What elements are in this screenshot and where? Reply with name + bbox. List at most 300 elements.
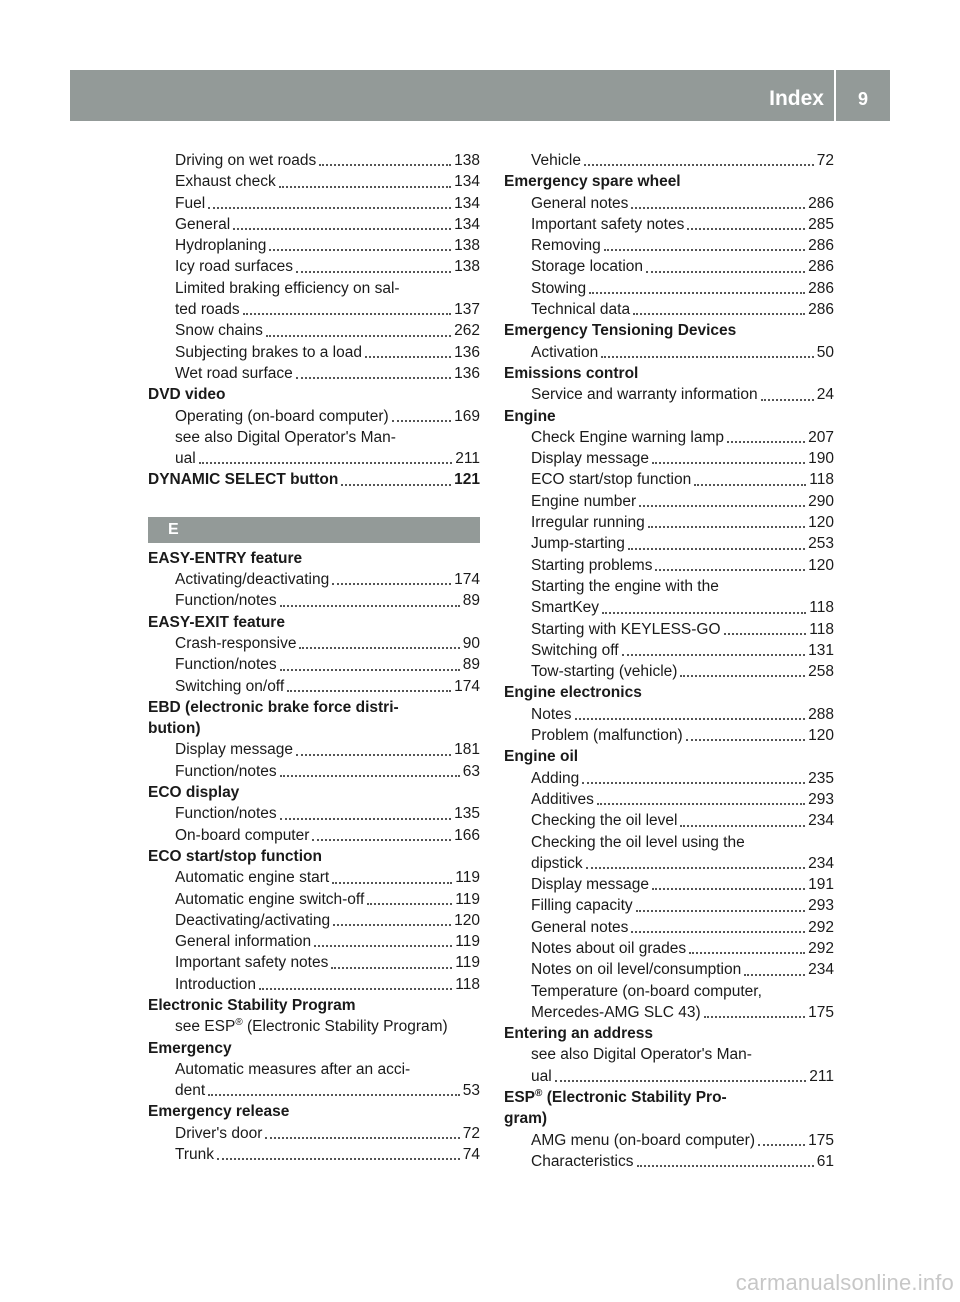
- entry-text: Additives: [531, 790, 594, 808]
- entry-text: General information: [175, 933, 312, 951]
- page-ref: 63: [462, 762, 480, 780]
- page-ref: 50: [816, 343, 834, 361]
- index-entry: [504, 938, 834, 959]
- page-ref: 175: [808, 1131, 834, 1149]
- index-entry: [148, 910, 480, 931]
- index-entry: [504, 235, 834, 256]
- leader-dots: [555, 1080, 807, 1082]
- index-heading: [148, 995, 480, 1016]
- index-entry: [148, 214, 480, 235]
- entry-text: Checking the oil level using the: [531, 833, 745, 851]
- index-entry: [148, 889, 480, 910]
- leader-dots: [280, 669, 460, 671]
- index-entry: [504, 512, 834, 533]
- leader-dots: [636, 910, 805, 912]
- entry-text: Wet road surface: [175, 364, 293, 382]
- index-entry: [148, 633, 480, 654]
- entry-text: Automatic engine start: [175, 869, 330, 887]
- index-heading: [148, 718, 480, 739]
- leader-dots: [652, 888, 805, 890]
- page-ref: 72: [462, 1124, 480, 1142]
- entry-text: Stowing: [531, 279, 587, 297]
- entry-text: SmartKey: [531, 599, 600, 617]
- page-ref: 288: [808, 705, 834, 723]
- leader-dots: [332, 583, 451, 585]
- index-heading: [148, 548, 480, 569]
- page-ref: 134: [454, 173, 480, 191]
- page-ref: 138: [454, 237, 480, 255]
- page-ref: 118: [809, 620, 834, 638]
- page-ref: 53: [462, 1082, 480, 1100]
- page-ref: 169: [454, 407, 480, 425]
- page-ref: 234: [808, 961, 834, 979]
- entry-text: ECO start/stop function: [531, 471, 692, 489]
- entry-text: ESP® (Electronic Stability Pro-: [504, 1088, 727, 1107]
- entry-text: ECO display: [148, 784, 240, 802]
- page-ref: 120: [808, 514, 834, 532]
- entry-text: Icy road surfaces: [175, 258, 294, 276]
- entry-text: ted roads: [175, 301, 240, 319]
- page-ref: 134: [454, 215, 480, 233]
- leader-dots: [622, 654, 806, 656]
- page-ref: 211: [809, 1067, 834, 1085]
- leader-dots: [279, 186, 451, 188]
- index-entry: [504, 640, 834, 661]
- page-ref: 120: [808, 556, 834, 574]
- page-ref: 190: [808, 450, 834, 468]
- entry-text: Driving on wet roads: [175, 152, 317, 169]
- index-heading: [148, 384, 480, 405]
- entry-text: Exhaust check: [175, 173, 276, 191]
- index-entry: [504, 832, 834, 853]
- index-column-left: [148, 150, 480, 1165]
- index-heading: [504, 746, 834, 767]
- leader-dots: [575, 718, 806, 720]
- page-ref: 292: [808, 918, 834, 936]
- entry-text: Filling capacity: [531, 897, 633, 915]
- page-ref: 253: [808, 535, 834, 553]
- page-ref: 234: [808, 812, 834, 830]
- leader-dots: [199, 462, 453, 464]
- entry-text: Limited braking efficiency on sal-: [175, 279, 400, 297]
- entry-text: EASY-EXIT feature: [148, 613, 285, 631]
- leader-dots: [319, 164, 451, 166]
- page-ref: 262: [454, 322, 480, 340]
- entry-text: Electronic Stability Program: [148, 996, 356, 1014]
- index-entry: [504, 1044, 834, 1065]
- leader-dots: [280, 775, 460, 777]
- index-entry: [148, 1144, 480, 1165]
- leader-dots: [332, 882, 452, 884]
- index-heading: [504, 363, 834, 384]
- index-entry: [504, 725, 834, 746]
- leader-dots: [704, 1016, 805, 1018]
- index-heading: [148, 612, 480, 633]
- entry-text: Irregular running: [531, 514, 645, 532]
- leader-dots: [392, 420, 451, 422]
- leader-dots: [243, 313, 451, 315]
- entry-text: Check Engine warning lamp: [531, 428, 724, 446]
- page-ref: 286: [808, 279, 834, 297]
- leader-dots: [269, 249, 451, 251]
- entry-text: EASY-ENTRY feature: [148, 549, 303, 567]
- leader-dots: [601, 356, 814, 358]
- index-entry: [148, 1059, 480, 1080]
- page-ref: 119: [455, 933, 480, 951]
- index-entry: [148, 825, 480, 846]
- page-ref: 166: [454, 826, 480, 844]
- entry-text: Trunk: [175, 1146, 215, 1164]
- entry-text: Problem (malfunction): [531, 727, 683, 745]
- entry-text: Starting with KEYLESS-GO: [531, 620, 721, 638]
- leader-dots: [648, 526, 805, 528]
- entry-text: AMG menu (on-board computer): [531, 1131, 755, 1149]
- index-entry: [504, 1002, 834, 1023]
- index-entry: [148, 761, 480, 782]
- page-ref: 174: [454, 571, 480, 589]
- entry-text: Notes: [531, 705, 572, 723]
- page-ref: 118: [809, 599, 834, 617]
- index-entry: [504, 619, 834, 640]
- leader-dots: [604, 249, 805, 251]
- page-ref: 135: [454, 805, 480, 823]
- leader-dots: [280, 818, 451, 820]
- page-ref: 90: [462, 634, 480, 652]
- entry-text: Emergency spare wheel: [504, 173, 681, 191]
- leader-dots: [680, 825, 805, 827]
- header-title: Index: [769, 87, 824, 110]
- entry-text: Adding: [531, 769, 580, 787]
- entry-text: Characteristics: [531, 1152, 634, 1170]
- leader-dots: [312, 839, 451, 841]
- index-entry: [504, 704, 834, 725]
- page-ref: 290: [808, 492, 834, 510]
- index-entry: [504, 874, 834, 895]
- entry-text: Starting the engine with the: [531, 577, 719, 595]
- index-entry: [504, 555, 834, 576]
- leader-dots: [208, 1094, 460, 1096]
- leader-dots: [296, 754, 451, 756]
- entry-text: see also Digital Operator's Man-: [175, 428, 396, 446]
- index-column-right: [504, 150, 834, 1172]
- leader-dots: [631, 207, 805, 209]
- watermark: carmanualsonline.info: [735, 1270, 954, 1295]
- entry-text: Operating (on-board computer): [175, 407, 389, 425]
- leader-dots: [296, 377, 451, 379]
- index-heading: [148, 697, 480, 718]
- leader-dots: [331, 967, 452, 969]
- page-number: 9: [857, 89, 868, 109]
- index-entry: [504, 1130, 834, 1151]
- index-entry: [504, 299, 834, 320]
- page-ref: 138: [454, 152, 480, 169]
- page-ref: 120: [808, 727, 834, 745]
- entry-text: Snow chains: [175, 322, 263, 340]
- entry-text: Service and warranty information: [531, 386, 758, 404]
- index-entry: [148, 363, 480, 384]
- entry-text: Storage location: [531, 258, 644, 276]
- entry-text: ECO start/stop function: [148, 847, 322, 865]
- index-entry: [504, 789, 834, 810]
- index-entry: [504, 278, 834, 299]
- leader-dots: [582, 782, 805, 784]
- entry-text: Vehicle: [531, 152, 581, 169]
- index-entry: [504, 491, 834, 512]
- index-heading: [504, 406, 834, 427]
- index-entry: [148, 952, 480, 973]
- leader-dots: [299, 647, 459, 649]
- entry-text: bution): [148, 720, 201, 738]
- index-entry: [148, 1016, 480, 1037]
- leader-dots: [217, 1158, 460, 1160]
- index-entry: [504, 448, 834, 469]
- page-ref: 293: [808, 897, 834, 915]
- leader-dots: [280, 605, 460, 607]
- index-list-right: [504, 150, 834, 1172]
- index-entry: [504, 597, 834, 618]
- entry-text: Activating/deactivating: [175, 571, 330, 589]
- index-entry: [148, 235, 480, 256]
- page-ref: 119: [455, 890, 480, 908]
- leader-dots: [727, 441, 805, 443]
- page-ref: 120: [454, 911, 480, 929]
- page-ref: 286: [808, 258, 834, 276]
- index-entry: [148, 1080, 480, 1101]
- page-ref: 174: [454, 677, 480, 695]
- section-gap: [148, 491, 480, 517]
- leader-dots: [296, 271, 451, 273]
- page-ref: 24: [816, 386, 834, 404]
- entry-text: General: [175, 215, 231, 233]
- index-entry: [504, 576, 834, 597]
- index-heading: [504, 1108, 834, 1129]
- entry-text: DVD video: [148, 386, 226, 404]
- index-list-left-bottom: [148, 548, 480, 1166]
- leader-dots: [744, 974, 805, 976]
- index-list-left-top: [148, 150, 480, 491]
- page-ref: 286: [808, 301, 834, 319]
- leader-dots: [680, 675, 805, 677]
- leader-dots: [367, 903, 452, 905]
- index-heading: [504, 1023, 834, 1044]
- leader-dots: [259, 988, 452, 990]
- page-ref: 119: [455, 869, 480, 887]
- page-ref: 181: [454, 741, 480, 759]
- index-entry: [148, 278, 480, 299]
- page-ref: 285: [808, 215, 834, 233]
- page-ref: 191: [808, 876, 834, 894]
- entry-text: ual: [175, 450, 196, 468]
- entry-text: On-board computer: [175, 826, 310, 844]
- registered-mark: ®: [535, 1088, 543, 1100]
- entry-text: EBD (electronic brake force distri-: [148, 698, 399, 716]
- index-entry: [148, 448, 480, 469]
- entry-text: Display message: [531, 876, 650, 894]
- index-entry: [148, 931, 480, 952]
- page-ref: 136: [454, 364, 480, 382]
- leader-dots: [639, 505, 805, 507]
- entry-text: dipstick: [531, 854, 583, 872]
- index-entry: [148, 299, 480, 320]
- leader-dots: [758, 1144, 805, 1146]
- entry-text: Notes on oil level/consumption: [531, 961, 742, 979]
- leader-dots: [597, 803, 805, 805]
- index-entry: [148, 654, 480, 675]
- leader-dots: [584, 164, 814, 166]
- entry-text: dent: [175, 1082, 206, 1100]
- leader-dots: [652, 462, 805, 464]
- index-entry: [148, 803, 480, 824]
- leader-dots: [694, 484, 806, 486]
- page-ref: 293: [808, 790, 834, 808]
- index-entry: [148, 739, 480, 760]
- index-entry: [148, 427, 480, 448]
- page-ref: 118: [455, 975, 480, 993]
- entry-text: Emergency: [148, 1039, 232, 1057]
- index-entry: [148, 256, 480, 277]
- index-entry: [148, 320, 480, 341]
- leader-dots: [233, 228, 451, 230]
- entry-text: gram): [504, 1110, 548, 1128]
- index-heading: [148, 846, 480, 867]
- leader-dots: [724, 633, 807, 635]
- entry-text: Switching on/off: [175, 677, 285, 695]
- index-entry: [504, 150, 834, 171]
- index-entry: [504, 193, 834, 214]
- entry-text: Fuel: [175, 194, 206, 212]
- section-header-e: E: [148, 517, 480, 543]
- header-divider: [834, 70, 836, 121]
- leader-dots: [341, 484, 451, 486]
- page-ref: 134: [454, 194, 480, 212]
- leader-dots: [689, 952, 805, 954]
- index-heading: [504, 320, 834, 341]
- leader-dots: [287, 690, 451, 692]
- entry-text: Deactivating/activating: [175, 911, 331, 929]
- page-ref: 175: [808, 1003, 834, 1021]
- leader-dots: [586, 867, 805, 869]
- leader-dots: [589, 292, 805, 294]
- index-entry: [148, 171, 480, 192]
- entry-text: see ESP® (Electronic Stability Program): [175, 1017, 448, 1036]
- index-entry: [504, 917, 834, 938]
- page-ref: 136: [454, 343, 480, 361]
- index-entry: [148, 867, 480, 888]
- index-heading: [148, 782, 480, 803]
- leader-dots: [761, 399, 814, 401]
- entry-text: Automatic engine switch-off: [175, 890, 365, 908]
- leader-dots: [602, 612, 806, 614]
- leader-dots: [266, 335, 451, 337]
- leader-dots: [646, 271, 805, 273]
- leader-dots: [628, 548, 805, 550]
- index-entry: [504, 810, 834, 831]
- page-ref: 119: [455, 954, 480, 972]
- entry-text: Removing: [531, 237, 601, 255]
- page-ref: 74: [462, 1146, 480, 1164]
- index-entry: [504, 853, 834, 874]
- entry-text: Function/notes: [175, 592, 277, 610]
- entry-text: Engine number: [531, 492, 637, 510]
- index-heading: [148, 1038, 480, 1059]
- entry-text: Important safety notes: [175, 954, 329, 972]
- page-ref: 89: [462, 592, 480, 610]
- entry-text: Tow-starting (vehicle): [531, 663, 678, 681]
- index-entry: [504, 384, 834, 405]
- leader-dots: [314, 945, 452, 947]
- index-heading: [504, 171, 834, 192]
- entry-text: Starting problems: [531, 556, 653, 574]
- leader-dots: [265, 1137, 459, 1139]
- entry-text: Temperature (on-board computer,: [531, 982, 762, 1000]
- entry-text: Display message: [531, 450, 650, 468]
- page-ref: 292: [808, 939, 834, 957]
- index-entry: [504, 342, 834, 363]
- index-heading: [148, 1101, 480, 1122]
- entry-text: Function/notes: [175, 656, 277, 674]
- entry-text: Technical data: [531, 301, 631, 319]
- page-ref: 286: [808, 237, 834, 255]
- page-ref: 137: [454, 301, 480, 319]
- index-entry: [504, 959, 834, 980]
- entry-text: Jump-starting: [531, 535, 625, 553]
- leader-dots: [655, 569, 805, 571]
- index-entry: [148, 193, 480, 214]
- index-entry: [504, 661, 834, 682]
- entry-text: Emergency release: [148, 1103, 290, 1121]
- page-ref: 131: [808, 641, 834, 659]
- leader-dots: [633, 313, 805, 315]
- index-entry: [148, 590, 480, 611]
- page-ref: 234: [808, 854, 834, 872]
- entry-text: Switching off: [531, 641, 619, 659]
- entry-text: Driver's door: [175, 1124, 263, 1142]
- entry-text: Engine oil: [504, 748, 579, 766]
- index-entry: [504, 256, 834, 277]
- index-entry: [148, 342, 480, 363]
- index-entry: [504, 768, 834, 789]
- leader-dots: [365, 356, 451, 358]
- index-entry: [504, 427, 834, 448]
- entry-text: DYNAMIC SELECT button: [148, 471, 339, 489]
- entry-text: Function/notes: [175, 762, 277, 780]
- entry-text: Crash-responsive: [175, 634, 297, 652]
- page-ref: 72: [816, 152, 834, 169]
- page-ref: 235: [808, 769, 834, 787]
- entry-text: Checking the oil level: [531, 812, 678, 830]
- index-entry: [504, 895, 834, 916]
- entry-text: Introduction: [175, 975, 256, 993]
- index-entry: [148, 569, 480, 590]
- page-ref: 89: [462, 656, 480, 674]
- index-entry: [504, 533, 834, 554]
- entry-text: Display message: [175, 741, 294, 759]
- index-entry: [504, 214, 834, 235]
- entry-text: Mercedes-AMG SLC 43): [531, 1003, 701, 1021]
- entry-text: Important safety notes: [531, 215, 685, 233]
- entry-text: Hydroplaning: [175, 237, 267, 255]
- index-entry: [504, 981, 834, 1002]
- page-ref: 211: [455, 450, 480, 468]
- index-entry: [504, 1151, 834, 1172]
- index-entry: [148, 406, 480, 427]
- entry-text: General notes: [531, 194, 629, 212]
- leader-dots: [631, 931, 805, 933]
- leader-dots: [687, 228, 805, 230]
- registered-mark: ®: [235, 1017, 243, 1029]
- leader-dots: [208, 207, 451, 209]
- page-ref: 286: [808, 194, 834, 212]
